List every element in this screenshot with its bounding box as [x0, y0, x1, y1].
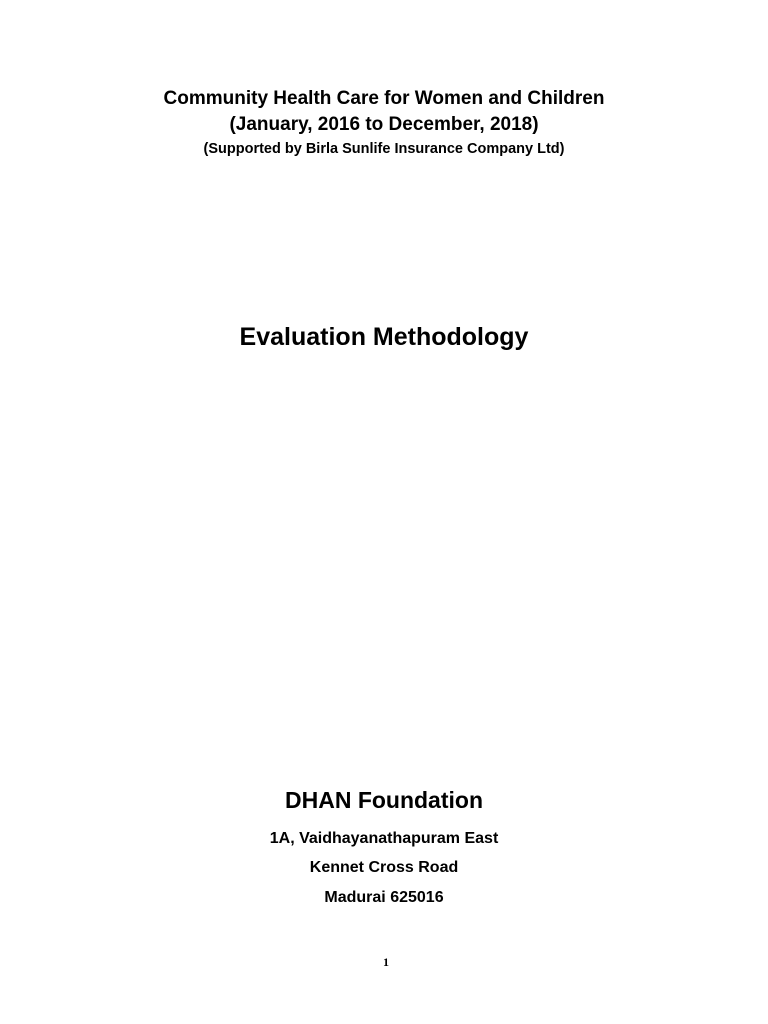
page-number: 1	[383, 955, 389, 969]
organization-name: DHAN Foundation	[284, 787, 483, 813]
address-line-3: Madurai 625016	[324, 889, 444, 906]
document-heading: Evaluation Methodology	[239, 323, 529, 351]
project-support-note: (Supported by Birla Sunlife Insurance Company Ltd)	[203, 141, 565, 157]
project-period: (January, 2016 to December, 2018)	[229, 114, 539, 135]
address-line-1: 1A, Vaidhayanathapuram East	[269, 830, 499, 847]
project-title: Community Health Care for Women and Children	[163, 88, 605, 109]
address-line-2: Kennet Cross Road	[309, 859, 459, 876]
